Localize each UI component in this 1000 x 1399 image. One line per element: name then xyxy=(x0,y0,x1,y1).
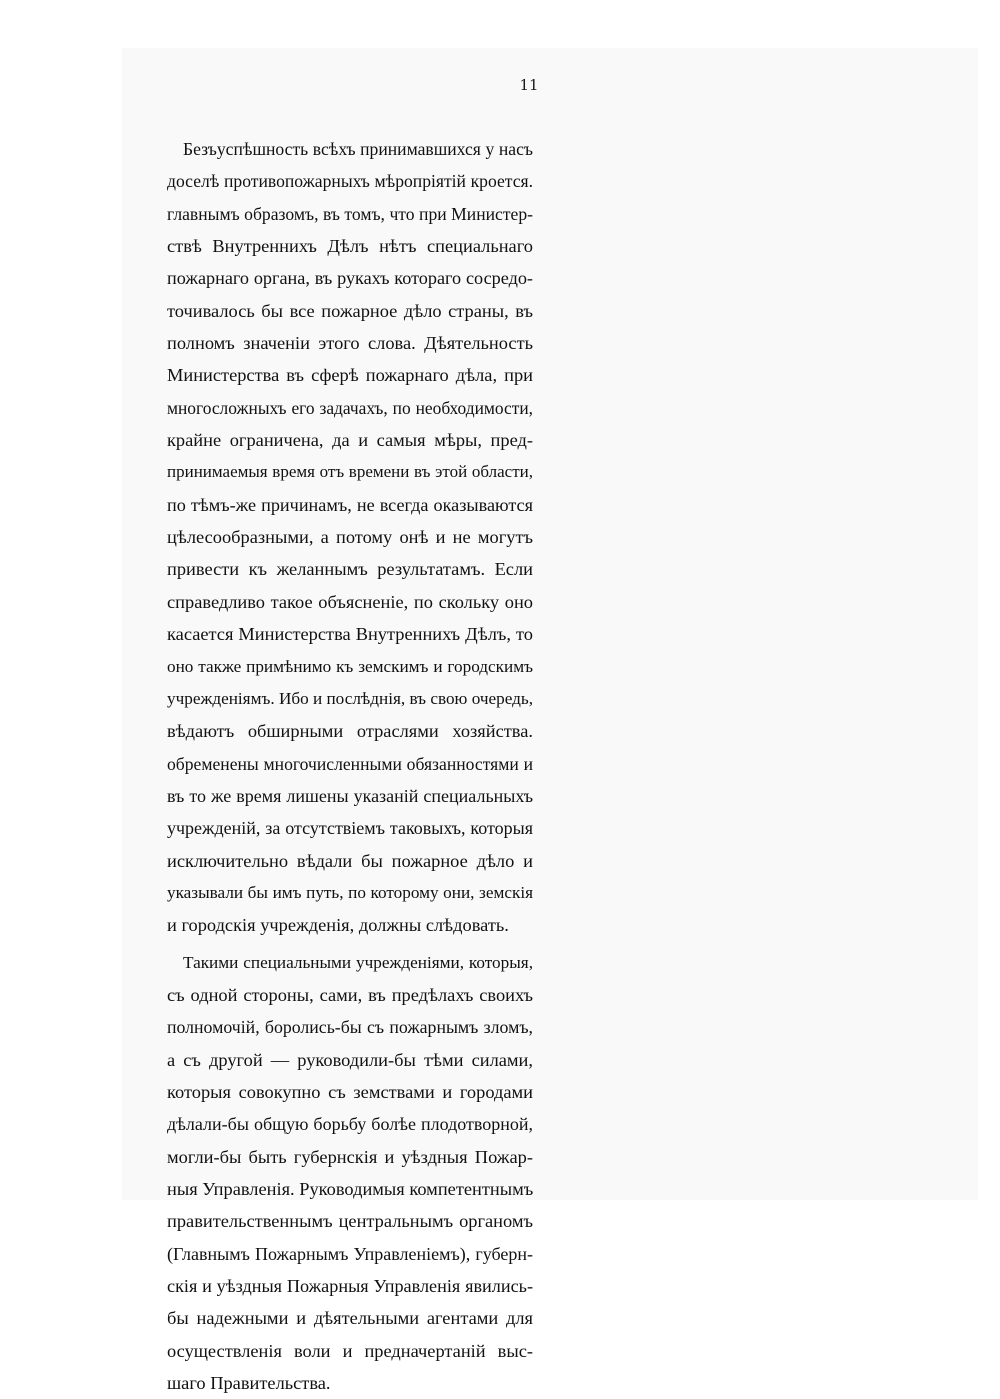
text-line: которыя совокупно съ земствами и городами xyxy=(167,1081,533,1102)
text-line: принимаемыя время отъ времени въ этой области, xyxy=(167,462,533,482)
text-line: въ то же время лишены указаній специальныхъ xyxy=(167,785,533,806)
text-line: крайне ограничена, да и самыя мѣры, пред- xyxy=(167,430,533,451)
text-line: точивалось бы все пожарное дѣло страны, въ xyxy=(167,300,533,321)
text-line: обременены многочисленными обязанностями и xyxy=(167,753,533,774)
text-line: Такими специальными учрежденіями, которыя, xyxy=(183,952,533,972)
text-line: и городскія учрежденія, должны слѣдовать. xyxy=(167,915,509,936)
text-line: многосложныхъ его задачахъ, по необходимости, xyxy=(167,397,533,418)
text-line: пожарнаго органа, въ рукахъ котораго сосредо- xyxy=(167,268,533,289)
text-line: (Главнымъ Пожарнымъ Управленіемъ), губерн- xyxy=(167,1243,533,1264)
text-line: ствѣ Внутреннихъ Дѣлъ нѣтъ специальнаго xyxy=(167,236,533,257)
text-line: главнымъ образомъ, въ томъ, что при Министер- xyxy=(167,203,533,224)
text-line: скія и уѣздныя Пожарныя Управленія явились- xyxy=(167,1276,533,1297)
text-line: могли-бы быть губернскія и уѣздныя Пожар- xyxy=(167,1146,533,1167)
text-line: цѣлесообразными, а потому онѣ и не могутъ xyxy=(167,527,533,548)
text-line: исключительно вѣдали бы пожарное дѣло и xyxy=(167,850,533,871)
text-line: доселѣ противопожарныхъ мѣропріятій кроется. xyxy=(167,171,533,192)
body-text xyxy=(167,133,533,1399)
text-line: учрежденіямъ. Ибо и послѣднія, въ свою очередь, xyxy=(167,688,533,708)
text-line: ныя Управленія. Руководимыя компетентнымъ xyxy=(167,1179,533,1199)
text-line: бы надежными и дѣятельными агентами для xyxy=(167,1308,533,1329)
text-line: а съ другой — руководили-бы тѣми силами, xyxy=(167,1049,533,1070)
text-line: указывали бы имъ путь, по которому они, земскія xyxy=(167,882,533,902)
paragraph-1 xyxy=(167,133,533,942)
text-line: Безъуспѣшность всѣхъ принимавшихся у насъ xyxy=(183,139,533,159)
text-line: осуществленія воли и предначертаній выс- xyxy=(167,1340,533,1361)
page-number: 11 xyxy=(519,76,539,94)
text-line: учрежденій, за отсутствіемъ таковыхъ, которыя xyxy=(167,818,533,839)
text-line: касается Министерства Внутреннихъ Дѣлъ, то xyxy=(167,624,533,645)
text-line: полномъ значеніи этого слова. Дѣятельность xyxy=(167,333,533,354)
text-line: оно также примѣнимо къ земскимъ и городскимъ xyxy=(167,656,533,676)
paragraph-2 xyxy=(167,947,533,1399)
text-line: Министерства въ сферѣ пожарнаго дѣла, при xyxy=(167,365,533,386)
text-line: полномочій, боролись-бы съ пожарнымъ зломъ, xyxy=(167,1017,533,1038)
text-line: справедливо такое объясненіе, по скольку оно xyxy=(167,591,533,612)
text-line: по тѣмъ-же причинамъ, не всегда оказываются xyxy=(167,494,533,515)
text-line: шаго Правительства. xyxy=(167,1373,331,1394)
text-line: вѣдаютъ обширными отраслями хозяйства. xyxy=(167,721,533,742)
text-line: правительственнымъ центральнымъ органомъ xyxy=(167,1211,533,1232)
text-line: съ одной стороны, сами, въ предѣлахъ своихъ xyxy=(167,984,533,1005)
text-line: привести къ желаннымъ результатамъ. Если xyxy=(167,559,533,580)
text-line: дѣлали-бы общую борьбу болѣе плодотворной, xyxy=(167,1114,533,1135)
